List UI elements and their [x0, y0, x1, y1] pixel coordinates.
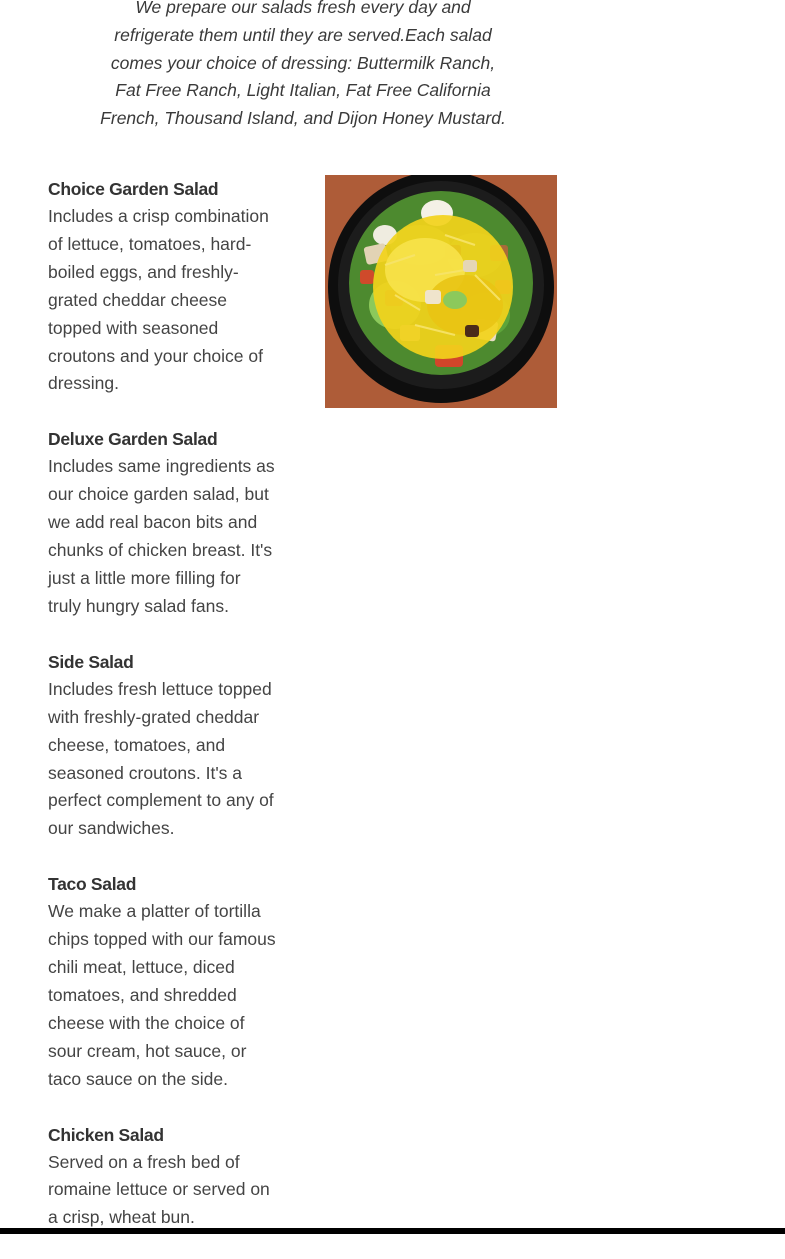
menu-item-taco-salad: [48, 870, 276, 1093]
intro-text: We prepare our salads fresh every day and refrigerate them until they are served.Each salad comes your choice of dressing: Buttermilk Ranch, Fat Free Ranch, Light Italian, Fat Free California French, Thousand Island, and Dijon Honey Mustard.: [100, 0, 506, 129]
salad-menu-list: [48, 175, 276, 1259]
salad-bowl-image: [325, 175, 557, 408]
item-description: Includes same ingredients as our choice garden salad, but we add real bacon bits and chunks of chicken breast. It's just a little more filling for truly hungry salad fans.: [48, 456, 275, 616]
item-description: Served on a fresh bed of romaine lettuce or served on a crisp, wheat bun.: [48, 1151, 270, 1228]
salad-bowl-photo: [325, 175, 557, 408]
item-name: Choice Garden Salad: [48, 179, 219, 199]
menu-item-side-salad: [48, 648, 276, 843]
menu-item-chicken-salad: [48, 1121, 276, 1233]
item-name: Side Salad: [48, 651, 134, 672]
item-name: Chicken Salad: [48, 1124, 164, 1145]
item-name: Taco Salad: [48, 874, 137, 895]
menu-item-deluxe-garden-salad: [48, 425, 276, 620]
item-name: Deluxe Garden Salad: [48, 429, 218, 450]
item-description: We make a platter of tortilla chips topped with our famous chili meat, lettuce, diced tomatoes, and shredded cheese with the choice of sour cream, hot sauce, or taco sauce on the side.: [48, 901, 276, 1089]
item-description: Includes fresh lettuce topped with freshly-grated cheddar cheese, tomatoes, and seasoned croutons. It's a perfect complement to any of our sandwiches.: [48, 678, 274, 839]
item-description: Includes a crisp combination of lettuce, tomatoes, hard-boiled eggs, and freshly-grated cheddar cheese topped with seasoned croutons and your choice of dressing.: [48, 206, 269, 394]
menu-item-choice-garden-salad: [48, 175, 276, 398]
bottom-divider: [0, 1228, 785, 1234]
